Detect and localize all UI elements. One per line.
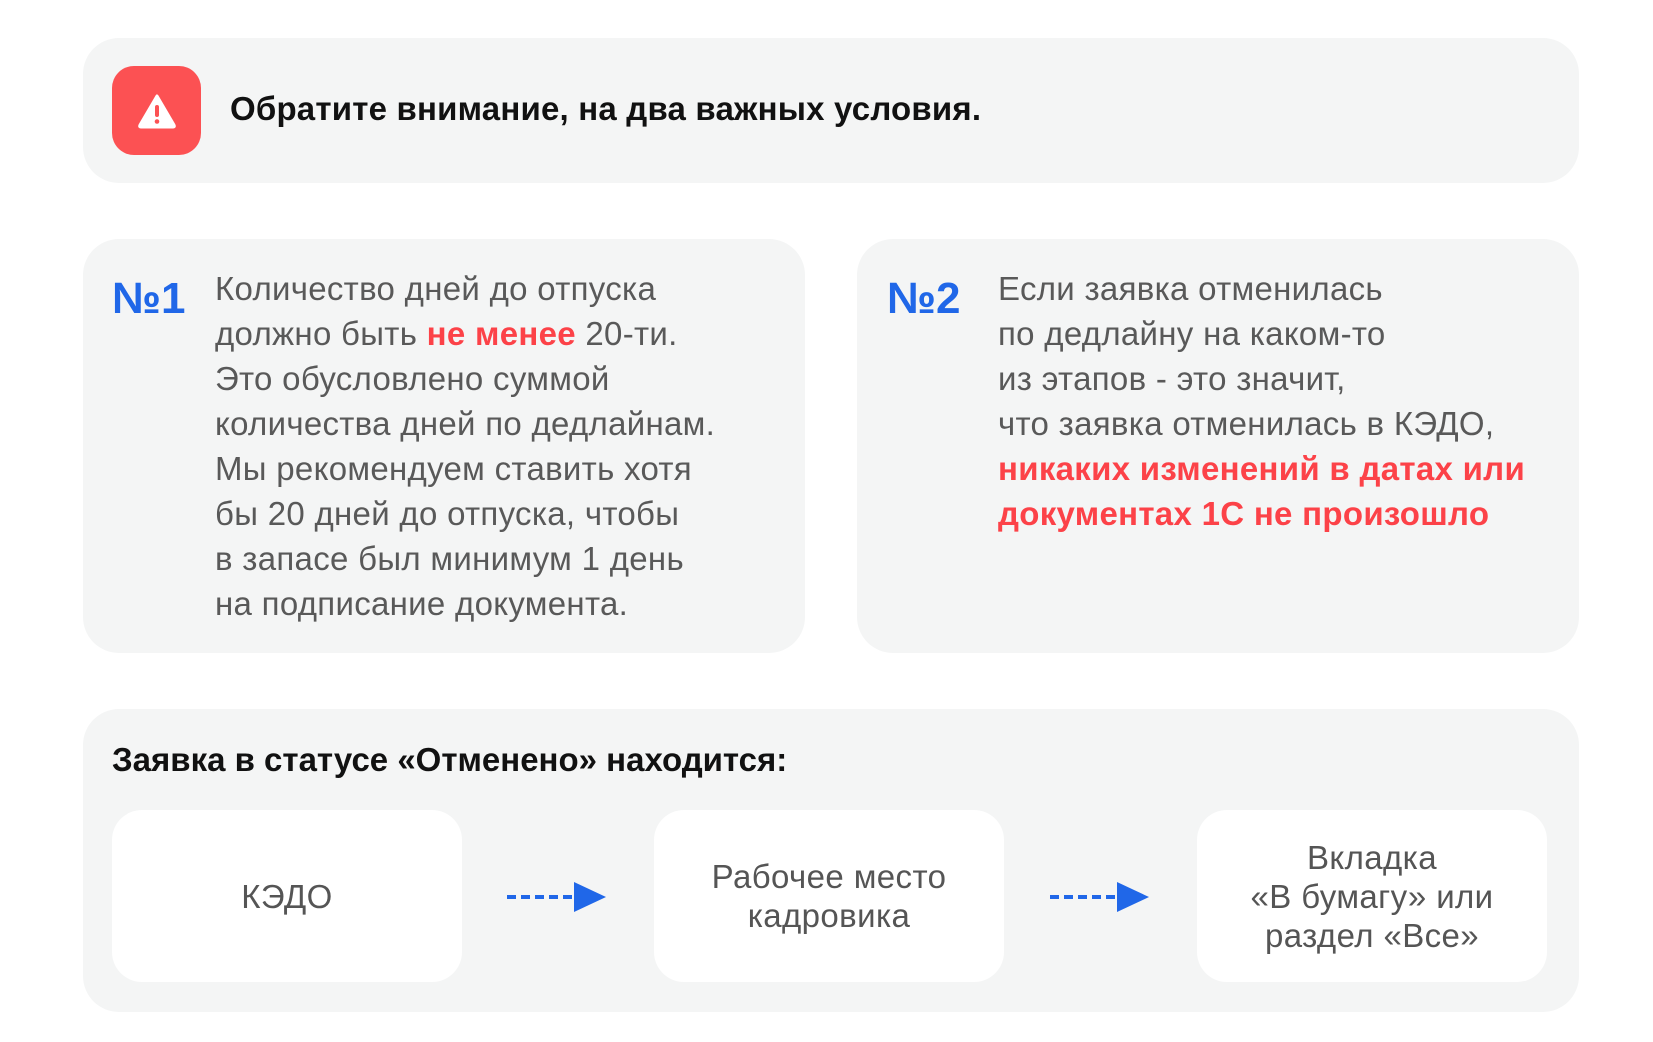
alert-banner [83, 38, 1579, 183]
text-line [998, 491, 1578, 536]
condition-text [215, 266, 795, 626]
step-label-line: «В бумагу» или [1250, 877, 1494, 915]
alert-title: Обратите внимание, на два важных условия. [230, 90, 982, 127]
condition-text [998, 266, 1578, 536]
condition-card-2 [857, 239, 1579, 653]
status-location-panel [83, 709, 1579, 1012]
step-box-kedo [112, 810, 462, 982]
text-segment: на подписание документа. [215, 585, 629, 622]
text-segment: бы 20 дней до отпуска, чтобы [215, 495, 680, 532]
step-label-line: Вкладка [1307, 838, 1437, 876]
text-segment: по дедлайну на каком-то [998, 315, 1386, 352]
status-title: Заявка в статусе «Отменено» находится: [112, 741, 788, 778]
step-label-line: КЭДО [241, 877, 333, 915]
text-line [215, 446, 795, 491]
text-line [215, 356, 795, 401]
text-segment: Если заявка отменилась [998, 270, 1383, 307]
dashed-arrow-right-icon [504, 879, 609, 915]
text-line [998, 311, 1578, 356]
dashed-arrow-right-icon [1047, 879, 1152, 915]
text-line [215, 491, 795, 536]
step-box-tab [1197, 810, 1547, 982]
condition-number: №2 [887, 274, 961, 323]
text-line [998, 356, 1578, 401]
condition-number: №1 [112, 274, 186, 323]
text-line [215, 266, 795, 311]
text-line [215, 401, 795, 446]
step-label [1250, 838, 1493, 955]
step-label-line: раздел «Все» [1264, 916, 1480, 954]
text-line [998, 446, 1578, 491]
step-label-line: кадровика [747, 897, 911, 934]
text-segment: что заявка отменилась в КЭДО, [998, 405, 1495, 442]
text-line [215, 581, 795, 626]
text-line [215, 311, 795, 356]
text-line [998, 401, 1578, 446]
text-segment: Это обусловлено суммой [215, 360, 610, 397]
text-segment: Мы рекомендуем ставить хотя [215, 450, 692, 487]
text-segment: должно быть [215, 315, 427, 352]
text-segment: 20-ти. [575, 315, 678, 352]
step-box-workplace [654, 810, 1004, 982]
step-label [241, 877, 332, 916]
step-label [712, 857, 947, 935]
highlighted-text: никаких изменений в датах или [998, 450, 1526, 487]
text-segment: Количество дней до отпуска [215, 270, 657, 307]
text-segment: в запасе был минимум 1 день [215, 540, 684, 577]
step-label-line: Рабочее место [711, 858, 947, 895]
text-line [998, 266, 1578, 311]
text-line [215, 536, 795, 581]
text-segment: количества дней по дедлайнам. [215, 405, 716, 442]
highlighted-text: не менее [426, 315, 576, 352]
warning-icon [112, 66, 201, 155]
text-segment: из этапов - это значит, [998, 360, 1346, 397]
highlighted-text: документах 1С не произошло [998, 495, 1490, 532]
condition-card-1 [83, 239, 805, 653]
